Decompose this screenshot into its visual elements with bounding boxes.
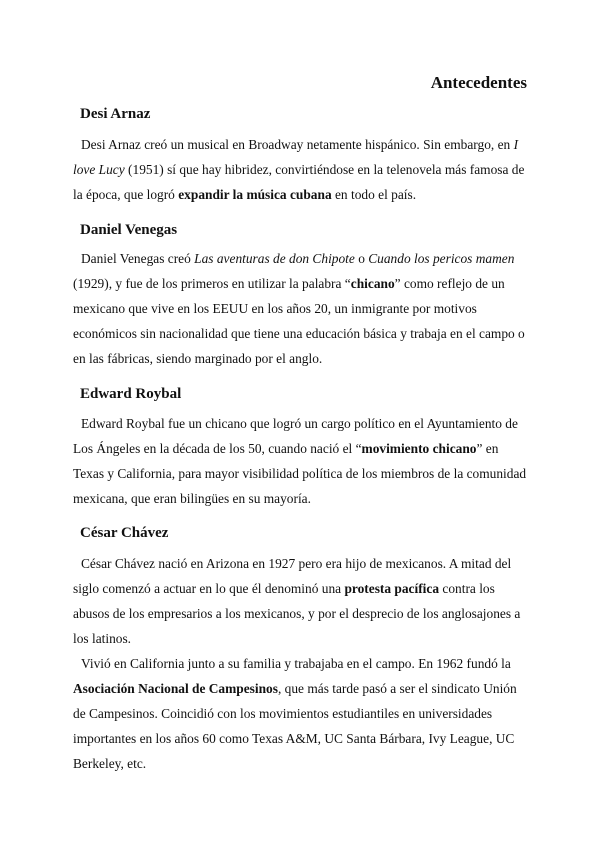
section-heading-desi-arnaz: Desi Arnaz xyxy=(80,106,151,122)
work-title-text: Cuando los pericos mamen xyxy=(368,251,515,266)
body-text: (1951) sí que hay hibridez, convirtiéndose en la telenovela más famosa de la época, que logró xyxy=(73,162,525,203)
body-text: o xyxy=(354,251,369,266)
work-title-text: Las aventuras de don Chipote xyxy=(194,251,355,266)
body-text: ” en Texas y California, para mayor visibilidad política de los miembros de la comunidad mexicana, que eran bilingües en su mayoría. xyxy=(73,441,527,507)
body-text: contra los abusos de los empresarios a los mexicanos, y por el desprecio de los anglosajones a los latinos. xyxy=(73,581,521,647)
section-heading-daniel-venegas: Daniel Venegas xyxy=(80,222,178,238)
work-title-text: I love Lucy xyxy=(73,137,519,178)
emphasis-text: expandir la música cubana xyxy=(178,187,332,203)
body-text: ” como reflejo de un mexicano que vive en los EEUU en los años 20, un inmigrante por motivos económicos sin nacionalidad que tiene una educación básica y trabaja en el campo o en las fábricas, siendo marginado por el anglo. xyxy=(73,276,525,367)
section-paragraph xyxy=(73,411,531,511)
body-text: Daniel Venegas creó xyxy=(81,251,195,266)
body-text: Vivió en California junto a su familia y trabajaba en el campo. En 1962 fundó la xyxy=(81,656,511,671)
body-text: en todo el país. xyxy=(331,187,417,203)
page-title: Antecedentes xyxy=(430,73,527,92)
emphasis-text: chicano xyxy=(350,276,395,292)
body-text: César Chávez nació en Arizona en 1927 pero era hijo de mexicanos. A mitad del siglo comenzó a actuar en lo que él denominó una xyxy=(73,556,512,597)
section-paragraph xyxy=(73,132,531,207)
emphasis-text: Asociación Nacional de Campesinos xyxy=(73,681,278,697)
section-paragraph xyxy=(73,651,531,776)
section-heading-cesar-chavez: César Chávez xyxy=(80,525,169,541)
body-text: Desi Arnaz creó un musical en Broadway netamente hispánico. Sin embargo, en xyxy=(81,137,514,152)
body-text: Edward Roybal fue un chicano que logró un cargo político en el Ayuntamiento de Los Ángeles en la década de los 50, cuando nació el “ xyxy=(73,416,518,457)
section-paragraph xyxy=(73,551,531,651)
body-text: , que más tarde pasó a ser el sindicato Unión de Campesinos. Coincidió con los movimientos estudiantiles en universidades importantes en los años 60 como Texas A&M, UC Santa Bárbara, Ivy League, UC Berkeley, etc. xyxy=(73,681,517,772)
body-text: (1929), y fue de los primeros en utilizar la palabra “ xyxy=(73,276,351,292)
section-paragraph xyxy=(73,246,531,371)
section-heading-edward-roybal: Edward Roybal xyxy=(80,386,182,402)
emphasis-text: movimiento chicano xyxy=(361,441,477,457)
emphasis-text: protesta pacífica xyxy=(344,581,440,597)
